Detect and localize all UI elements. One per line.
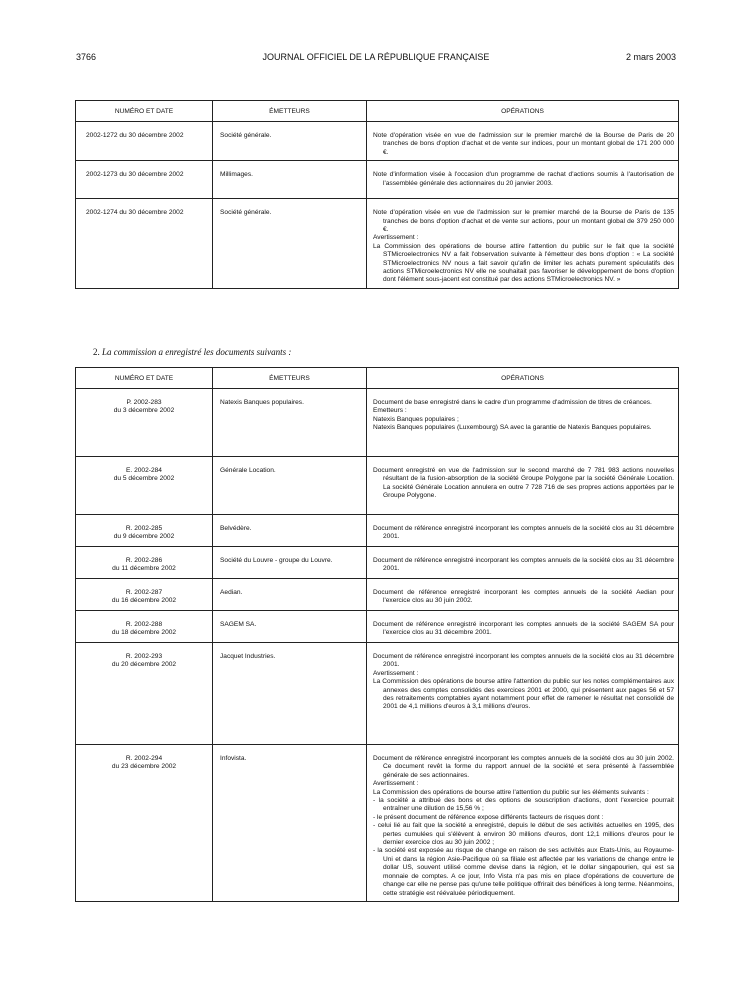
cell-emetteur: Jacquet Industries. xyxy=(213,643,367,745)
issuers-label: Emetteurs : xyxy=(373,407,407,415)
column-header-emetteurs: ÉMETTEURS xyxy=(213,101,367,122)
cell-emetteur: Société du Louvre - groupe du Louvre. xyxy=(213,547,367,579)
cell-emetteur: Natexis Banques populaires. xyxy=(213,389,367,457)
operation-text: Document de référence enregistré incorporant les comptes annuels de la société clos au 30 juin 2002. Ce document revêt la forme du rapport annuel de la société et sera présenté à l'assemblée générale de ses actionnaires. xyxy=(373,755,674,779)
table-row xyxy=(76,199,679,289)
table-row xyxy=(76,579,679,611)
cell-emetteur: Société générale. xyxy=(213,122,367,161)
cell-operations xyxy=(367,122,679,161)
cell-numero xyxy=(76,515,213,547)
page-header xyxy=(76,52,676,66)
operation-text: Document de référence enregistré incorporant les comptes annuels de la société Aedian pour l'exercice clos au 30 juin 2002. xyxy=(373,589,674,605)
table-row xyxy=(76,122,679,161)
table-row xyxy=(76,611,679,643)
cell-numero xyxy=(76,389,213,457)
cell-numero: 2002-1272 du 30 décembre 2002 xyxy=(76,122,213,161)
table-header-row xyxy=(76,101,679,122)
operation-text: Document de référence enregistré incorporant les comptes annuels de la société SAGEM SA pour l'exercice clos au 31 décembre 2001. xyxy=(373,621,674,637)
column-header-operations: OPÉRATIONS xyxy=(367,368,679,389)
cell-numero xyxy=(76,745,213,902)
cell-emetteur: Infovista. xyxy=(213,745,367,902)
cell-operations xyxy=(367,745,679,902)
record-date: du 9 décembre 2002 xyxy=(113,533,175,541)
cell-numero xyxy=(76,579,213,611)
bullet-item: - la société est exposée au risque de change en raison de ses activités aux Etats-Unis, au Royaume-Uni et dans la région Asie-Pacifique où sa filiale est affectée par les variations de change entre le dollar US, souvent utilisé comme devise dans la région, et le dollar singapourien, qui est sa monnaie de comptes. A ce jour, Info Vista n'a pas mis en place d'opérations de couverture de change car elle ne pense pas qu'une telle politique offrirait des bénéfices à long terme. Néanmoins, cette stratégie est réévaluée périodiquement. xyxy=(373,847,674,897)
table-row xyxy=(76,161,679,199)
cell-emetteur: SAGEM SA. xyxy=(213,611,367,643)
cell-numero: 2002-1274 du 30 décembre 2002 xyxy=(76,199,213,289)
table-row xyxy=(76,515,679,547)
bullet-item: - le présent document de référence expose différents facteurs de risques dont : xyxy=(373,813,604,821)
record-number: R. 2002-288 xyxy=(125,621,163,628)
record-number: R. 2002-285 xyxy=(125,525,163,532)
cell-operations xyxy=(367,389,679,457)
operation-text: Note d'information visée à l'occasion d'un programme de rachat d'actions soumis à l'autorisation de l'assemblée générale des actionnaires du 20 janvier 2003. xyxy=(373,171,674,187)
bullet-item: - la société a attribué des bons et des options de souscription d'actions, dont l'exercice pourrait entraîner une dilution de 15,56 % ; xyxy=(373,797,674,813)
cell-emetteur: Aedian. xyxy=(213,579,367,611)
record-number: R. 2002-294 xyxy=(125,755,163,762)
warning-label: Avertissement : xyxy=(373,780,419,788)
operation-text: Note d'opération visée en vue de l'admission sur le premier marché de la Bourse de Paris de 135 tranches de bons d'option d'achat et de vente sur actions, pour un montant global de 379 250 000 €. xyxy=(373,209,674,234)
cell-emetteur: Belvédère. xyxy=(213,515,367,547)
record-date: du 23 décembre 2002 xyxy=(111,763,177,771)
record-date: du 16 décembre 2002 xyxy=(111,597,177,605)
operation-text: La Commission des opérations de bourse attire l'attention du public sur les éléments suivants : xyxy=(373,788,649,796)
section-heading xyxy=(93,347,291,357)
table-row xyxy=(76,389,679,457)
column-header-numero: NUMÉRO ET DATE xyxy=(76,368,213,389)
record-number: R. 2002-287 xyxy=(125,589,163,596)
column-header-emetteurs: ÉMETTEURS xyxy=(213,368,367,389)
cell-numero xyxy=(76,611,213,643)
record-number: R. 2002-286 xyxy=(125,557,163,564)
table-row xyxy=(76,643,679,745)
table-row xyxy=(76,745,679,902)
operation-text: Natexis Banques populaires (Luxembourg) SA avec la garantie de Natexis Banques populaires. xyxy=(373,424,652,432)
operation-text: La Commission des opérations de bourse attire l'attention du public sur les notes complémentaires aux annexes des comptes consolidés des exercices 2001 et 2000, qui présentent aux pages 56 et 57 des retraitements comptables ayant notamment pour effet de ramener le résultat net consolidé de 2001 de 4,1 millions d'euros à 3,1 millions d'euros. xyxy=(373,678,674,711)
cell-operations xyxy=(367,547,679,579)
warning-label: Avertissement : xyxy=(373,669,419,677)
operation-text: Document enregistré en vue de l'admission sur le second marché de 7 781 983 actions nouvelles résultant de la fusion-absorption de la société Groupe Polygone par la société Générale Location. La société Générale Location annulera en outre 7 728 716 de ses propres actions apportées par le Groupe Polygone. xyxy=(373,467,674,500)
cell-operations xyxy=(367,161,679,199)
table-row xyxy=(76,457,679,515)
record-number: P. 2002-283 xyxy=(126,399,162,406)
operations-table-1 xyxy=(75,100,679,289)
operation-text: Natexis Banques populaires ; xyxy=(373,415,459,423)
record-date: du 11 décembre 2002 xyxy=(112,565,176,573)
record-number: E. 2002-284 xyxy=(126,467,162,474)
cell-emetteur: Millimages. xyxy=(213,161,367,199)
cell-operations xyxy=(367,579,679,611)
operation-text: La Commission des opérations de bourse attire l'attention du public sur le fait que la société STMicroelectronics NV a fait l'observation suivante à l'émetteur des bons d'option : « La société STMicroelectronics NV nous a fait savoir qu'afin de limiter les achats purement spéculatifs des actions STMicroelectronics NV elle ne souhaitait pas favoriser le développement de bons d'option dont l'élément sous-jacent est constitué par des actions STMicroelectronics NV. » xyxy=(373,242,674,284)
operation-text: Document de référence enregistré incorporant les comptes annuels de la société clos au 31 décembre 2001. xyxy=(373,557,674,573)
operation-text: Document de référence enregistré incorporant les comptes annuels de la société clos au 31 décembre 2001. xyxy=(373,525,674,541)
cell-operations xyxy=(367,199,679,289)
record-date: du 20 décembre 2002 xyxy=(111,661,177,669)
cell-emetteur: Société générale. xyxy=(213,199,367,289)
cell-numero xyxy=(76,547,213,579)
cell-operations xyxy=(367,457,679,515)
column-header-operations: OPÉRATIONS xyxy=(367,101,679,122)
table-header-row xyxy=(76,368,679,389)
section-number: 2. xyxy=(93,347,100,357)
table-row xyxy=(76,547,679,579)
record-date: du 18 décembre 2002 xyxy=(111,629,177,637)
operation-text: Document de base enregistré dans le cadre d'un programme d'admission de titres de créances. xyxy=(373,399,652,406)
operation-text: Note d'opération visée en vue de l'admission sur le premier marché de la Bourse de Paris de 20 tranches de bons d'option d'achat et de vente sur indices, pour un montant global de 171 200 000 €. xyxy=(373,132,674,156)
operation-text: Document de référence enregistré incorporant les comptes annuels de la société clos au 31 décembre 2001. xyxy=(373,653,674,669)
bullet-item: - celui lié au fait que la société a enregistré, depuis le début de ses activités actuelles en 1995, des pertes cumulées qui s'élèvent à environ 30 millions d'euros, dont 12,1 millions d'euros pour le dernier exercice clos au 30 juin 2002 ; xyxy=(373,822,674,847)
operations-table-2 xyxy=(75,367,679,902)
cell-numero xyxy=(76,643,213,745)
cell-numero: 2002-1273 du 30 décembre 2002 xyxy=(76,161,213,199)
cell-numero xyxy=(76,457,213,515)
issue-date: 2 mars 2003 xyxy=(625,52,676,62)
cell-operations xyxy=(367,515,679,547)
cell-emetteur: Générale Location. xyxy=(213,457,367,515)
page-number: 3766 xyxy=(76,52,97,62)
journal-title: JOURNAL OFFICIEL DE LA RÉPUBLIQUE FRANÇAISE xyxy=(262,52,490,62)
warning-label: Avertissement : xyxy=(373,234,419,242)
record-number: R. 2002-293 xyxy=(125,653,163,660)
section-title: La commission a enregistré les documents suivants : xyxy=(102,347,292,357)
cell-operations xyxy=(367,611,679,643)
cell-operations xyxy=(367,643,679,745)
record-date: du 5 décembre 2002 xyxy=(113,475,175,483)
record-date: du 3 décembre 2002 xyxy=(113,407,175,415)
column-header-numero: NUMÉRO ET DATE xyxy=(76,101,213,122)
